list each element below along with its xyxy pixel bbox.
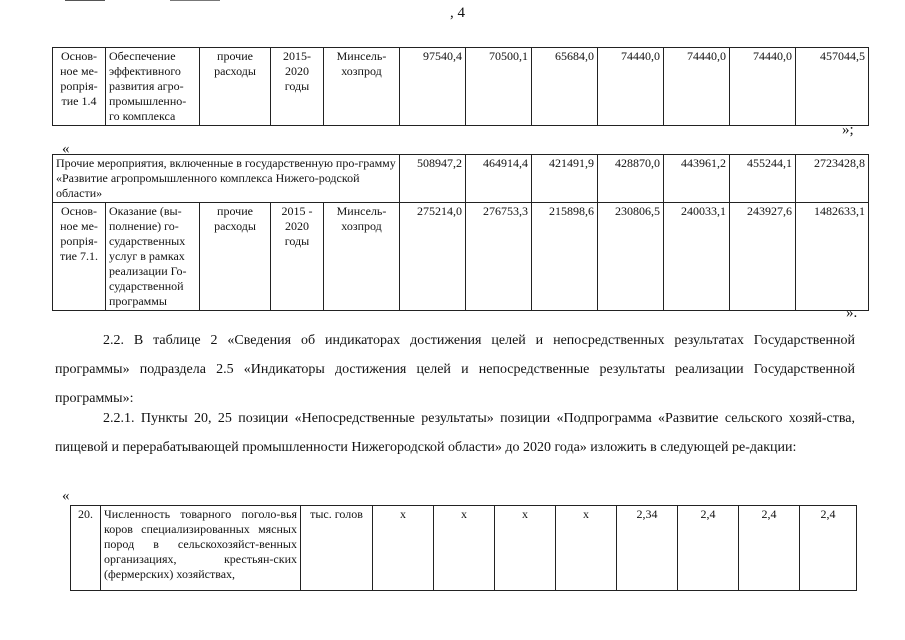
value-cell: 2,4 (678, 506, 739, 591)
value-cell: х (373, 506, 434, 591)
measure-name: Обеспечение эффективного развития агро-промышленно-го комплекса (106, 48, 200, 126)
value-cell: 74440,0 (730, 48, 796, 126)
period: 2015-2020 годы (271, 48, 324, 126)
value-cell: 464914,4 (466, 155, 532, 203)
executor: Минсель-хозпрод (324, 203, 400, 311)
table-row (53, 48, 869, 126)
summary-label: Прочие мероприятия, включенные в государственную про-грамму «Развитие агропромышленного комплекса Нижего-родской области» (53, 155, 400, 203)
indicator-name: Численность товарного поголо-вья коров специализированных мясных пород в сельскохозяйст-венных организациях, крестьян-ских (фермерских) хозяйствах, (101, 506, 301, 591)
value-cell: 2,4 (739, 506, 800, 591)
paragraph-2-2: 2.2. В таблице 2 «Сведения об индикаторах достижения целей и непосредственных результатах Государственной программы» подраздела 2.5 «Индикаторы достижения целей и непосредственные результаты реализации Государственной программы»: (55, 333, 855, 406)
quote-close: ». (846, 305, 858, 321)
funding-source: прочие расходы (200, 48, 271, 126)
value-cell: 74440,0 (664, 48, 730, 126)
scan-edge-mark (170, 0, 220, 1)
table-row (71, 506, 857, 591)
value-cell: 276753,3 (466, 203, 532, 311)
value-cell: 65684,0 (532, 48, 598, 126)
value-cell: 230806,5 (598, 203, 664, 311)
value-cell: х (434, 506, 495, 591)
value-cell: 2,4 (800, 506, 857, 591)
value-cell: 97540,4 (400, 48, 466, 126)
table-row (53, 155, 869, 203)
value-cell: 457044,5 (796, 48, 869, 126)
scan-edge-mark (65, 0, 105, 1)
value-cell: 508947,2 (400, 155, 466, 203)
value-cell: 275214,0 (400, 203, 466, 311)
value-cell: х (495, 506, 556, 591)
value-cell: 443961,2 (664, 155, 730, 203)
period: 2015 - 2020 годы (271, 203, 324, 311)
value-cell: 240033,1 (664, 203, 730, 311)
measure-name: Оказание (вы-полнение) го-сударственных услуг в рамках реализации Го-сударственной программы (106, 203, 200, 311)
indicators-table (70, 505, 857, 591)
value-cell: 421491,9 (532, 155, 598, 203)
quote-close: »; (842, 122, 854, 138)
value-cell: х (556, 506, 617, 591)
row-number: 20. (71, 506, 101, 591)
page-number: , 4 (450, 5, 465, 21)
table-row (53, 203, 869, 311)
value-cell: 428870,0 (598, 155, 664, 203)
measure-code: Основ-ное ме-ропрія-тие 1.4 (53, 48, 106, 126)
value-cell: 74440,0 (598, 48, 664, 126)
value-cell: 70500,1 (466, 48, 532, 126)
quote-open: « (62, 488, 70, 504)
budget-table-bottom (52, 154, 869, 311)
paragraph-2-2-1: 2.2.1. Пункты 20, 25 позиции «Непосредственные результаты» позиции «Подпрограмма «Развитие сельского хозяй-ства, пищевой и перерабатывающей промышленности Нижегородской области» до 2020 года» изложить в следующей ре-дакции: (55, 411, 855, 455)
funding-source: прочие расходы (200, 203, 271, 311)
value-cell: 243927,6 (730, 203, 796, 311)
value-cell: 2723428,8 (796, 155, 869, 203)
measure-code: Основ-ное ме-ропрія-тие 7.1. (53, 203, 106, 311)
budget-table-top (52, 47, 869, 126)
unit: тыс. голов (301, 506, 373, 591)
value-cell: 215898,6 (532, 203, 598, 311)
value-cell: 455244,1 (730, 155, 796, 203)
executor: Минсель-хозпрод (324, 48, 400, 126)
value-cell: 2,34 (617, 506, 678, 591)
quote-open: « (62, 141, 70, 157)
value-cell: 1482633,1 (796, 203, 869, 311)
